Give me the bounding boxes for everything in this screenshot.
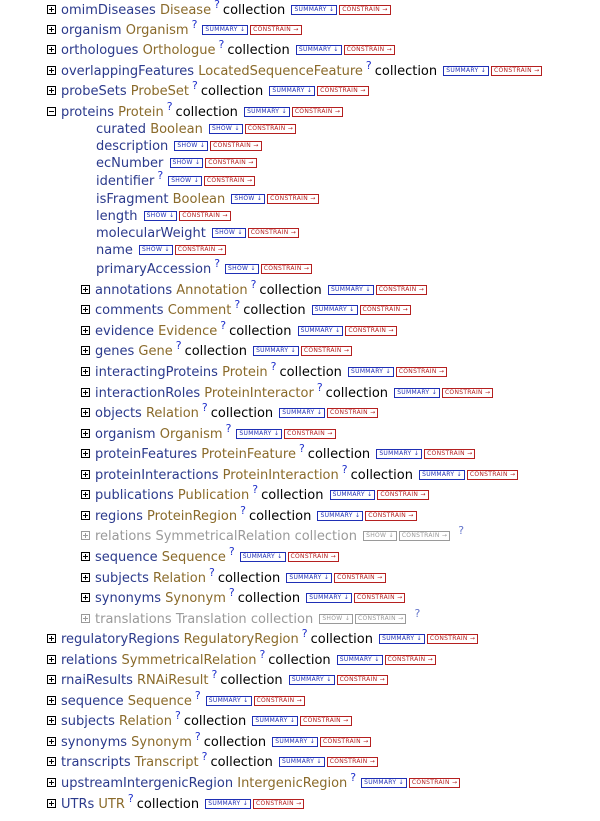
constrain-button[interactable]: CONSTRAIN → bbox=[320, 737, 371, 747]
constrain-button[interactable]: CONSTRAIN → bbox=[491, 66, 542, 76]
summary-button[interactable]: SUMMARY ↓ bbox=[206, 696, 252, 706]
help-icon[interactable]: ? bbox=[228, 586, 235, 599]
collection-label: collection bbox=[210, 755, 273, 770]
collection-label: collection bbox=[279, 365, 342, 380]
field-name: description bbox=[96, 139, 169, 154]
constrain-button[interactable]: CONSTRAIN → bbox=[253, 799, 304, 809]
constrain-button[interactable]: CONSTRAIN → bbox=[360, 305, 411, 315]
show-button[interactable]: SHOW ↓ bbox=[212, 228, 246, 238]
collection-label: collection bbox=[294, 529, 357, 544]
help-icon[interactable]: ? bbox=[458, 524, 465, 537]
collection-label: collection bbox=[184, 344, 247, 359]
field-name: sequence bbox=[61, 694, 124, 709]
field-name: length bbox=[96, 209, 138, 224]
collection-label: collection bbox=[217, 571, 281, 586]
field-name: regions bbox=[95, 509, 143, 524]
constrain-button[interactable]: CONSTRAIN → bbox=[409, 778, 460, 788]
summary-button[interactable]: SUMMARY ↓ bbox=[379, 634, 425, 644]
help-icon[interactable]: ? bbox=[208, 566, 215, 579]
tree-row bbox=[47, 2, 391, 20]
summary-button[interactable]: SUMMARY ↓ bbox=[240, 552, 286, 562]
tree-row bbox=[47, 100, 343, 122]
help-icon[interactable]: ? bbox=[252, 483, 259, 496]
help-icon[interactable]: ? bbox=[240, 504, 246, 517]
collection-label: collection bbox=[237, 591, 301, 606]
tree-row bbox=[81, 381, 493, 403]
summary-button[interactable]: SUMMARY ↓ bbox=[348, 367, 394, 377]
show-button[interactable]: SHOW ↓ bbox=[144, 211, 178, 221]
expand-icon[interactable] bbox=[81, 429, 90, 438]
collection-label: collection bbox=[350, 468, 413, 483]
summary-button[interactable]: SUMMARY ↓ bbox=[443, 66, 489, 76]
field-name: comments bbox=[95, 303, 164, 318]
field-name: ecNumber bbox=[96, 156, 164, 171]
expand-icon[interactable] bbox=[47, 66, 56, 75]
expand-icon[interactable] bbox=[47, 675, 56, 684]
field-name: organism bbox=[95, 427, 156, 442]
type-name: Sequence bbox=[161, 550, 226, 565]
show-button: SHOW ↓ bbox=[363, 531, 397, 541]
constrain-button[interactable]: CONSTRAIN → bbox=[385, 655, 436, 665]
constrain-button[interactable]: CONSTRAIN → bbox=[292, 107, 343, 117]
help-icon[interactable]: ? bbox=[127, 792, 134, 805]
type-name: LocatedSequenceFeature bbox=[198, 64, 363, 79]
summary-button[interactable]: SUMMARY ↓ bbox=[269, 86, 315, 96]
field-name: synonyms bbox=[61, 735, 128, 750]
tree-row bbox=[47, 79, 369, 101]
collection-label: collection bbox=[200, 84, 264, 99]
collection-label: collection bbox=[222, 3, 286, 18]
expand-icon[interactable] bbox=[81, 511, 90, 520]
help-icon[interactable]: ? bbox=[214, 0, 220, 11]
expand-icon[interactable] bbox=[47, 778, 56, 787]
type-name: Synonym bbox=[131, 735, 192, 750]
tree-row bbox=[96, 121, 296, 139]
collection-label: collection bbox=[259, 283, 322, 298]
collection-label: collection bbox=[261, 488, 324, 503]
type-name: Protein bbox=[222, 365, 268, 380]
type-name: Annotation bbox=[176, 283, 248, 298]
summary-button[interactable]: SUMMARY ↓ bbox=[244, 107, 290, 117]
constrain-button[interactable]: CONSTRAIN → bbox=[396, 367, 447, 377]
constrain-button[interactable]: CONSTRAIN → bbox=[327, 408, 378, 418]
field-name: identifier bbox=[96, 174, 155, 189]
constrain-button[interactable]: CONSTRAIN → bbox=[376, 285, 427, 295]
help-icon[interactable]: ? bbox=[414, 607, 421, 620]
field-name: translations bbox=[95, 612, 172, 627]
constrain-button: CONSTRAIN → bbox=[399, 531, 450, 541]
constrain-button[interactable]: CONSTRAIN → bbox=[210, 141, 261, 151]
tree-row bbox=[47, 668, 388, 690]
tree-row bbox=[81, 339, 352, 361]
tree-row bbox=[81, 504, 417, 526]
tree-row bbox=[47, 59, 542, 81]
tree-row bbox=[81, 422, 336, 444]
show-button[interactable]: SHOW ↓ bbox=[209, 124, 243, 134]
help-icon[interactable]: ? bbox=[214, 257, 221, 270]
constrain-button[interactable]: CONSTRAIN → bbox=[248, 228, 299, 238]
summary-button[interactable]: SUMMARY ↓ bbox=[286, 573, 332, 583]
tree-row bbox=[47, 709, 352, 731]
expand-icon[interactable] bbox=[81, 326, 90, 335]
tree-row bbox=[81, 545, 339, 567]
type-name: Publication bbox=[177, 488, 250, 503]
collection-label: collection bbox=[227, 43, 290, 58]
constrain-button[interactable]: CONSTRAIN → bbox=[427, 634, 478, 644]
constrain-button[interactable]: CONSTRAIN → bbox=[300, 716, 351, 726]
type-name: Comment bbox=[167, 303, 232, 318]
field-name: objects bbox=[95, 406, 142, 421]
summary-button[interactable]: SUMMARY ↓ bbox=[202, 25, 248, 35]
tree-row bbox=[96, 257, 312, 279]
help-icon[interactable]: ? bbox=[191, 18, 198, 31]
collection-label: collection bbox=[210, 406, 274, 421]
collection-label: collection bbox=[250, 612, 314, 627]
field-name: interactionRoles bbox=[95, 386, 201, 401]
collection-label: collection bbox=[248, 509, 312, 524]
field-name: name bbox=[96, 243, 133, 258]
type-name: RNAiResult bbox=[137, 673, 209, 688]
constrain-button[interactable]: CONSTRAIN → bbox=[334, 573, 385, 583]
field-name: transcripts bbox=[61, 755, 131, 770]
summary-button[interactable]: SUMMARY ↓ bbox=[298, 326, 344, 336]
constrain-button[interactable]: CONSTRAIN → bbox=[442, 388, 493, 398]
expand-icon[interactable] bbox=[47, 45, 56, 54]
constrain-button[interactable]: CONSTRAIN → bbox=[327, 757, 378, 767]
field-name: molecularWeight bbox=[96, 226, 206, 241]
type-name: Gene bbox=[138, 344, 173, 359]
expand-icon[interactable] bbox=[81, 470, 90, 479]
field-name: upstreamIntergenicRegion bbox=[61, 776, 234, 791]
tree-row bbox=[47, 38, 395, 60]
expand-icon[interactable] bbox=[47, 696, 56, 705]
help-icon[interactable]: ? bbox=[201, 401, 208, 414]
summary-button[interactable]: SUMMARY ↓ bbox=[337, 655, 383, 665]
tree-row bbox=[96, 169, 255, 191]
field-name: interactingProteins bbox=[95, 365, 218, 380]
summary-button[interactable]: SUMMARY ↓ bbox=[306, 593, 352, 603]
constrain-button[interactable]: CONSTRAIN → bbox=[317, 86, 368, 96]
tree-row bbox=[47, 627, 478, 649]
collection-label: collection bbox=[310, 632, 373, 647]
type-name: Synonym bbox=[165, 591, 226, 606]
expand-icon[interactable] bbox=[47, 5, 56, 14]
field-name: orthologues bbox=[61, 43, 139, 58]
field-name: genes bbox=[95, 344, 135, 359]
tree-row bbox=[81, 524, 467, 546]
help-icon[interactable]: ? bbox=[211, 668, 218, 681]
tree-row bbox=[47, 18, 302, 40]
summary-button[interactable]: SUMMARY ↓ bbox=[205, 799, 251, 809]
expand-icon[interactable] bbox=[81, 614, 90, 623]
expand-icon[interactable] bbox=[47, 757, 56, 766]
type-name: Organism bbox=[159, 427, 223, 442]
expand-icon[interactable] bbox=[81, 490, 90, 499]
constrain-button[interactable]: CONSTRAIN → bbox=[365, 511, 416, 521]
type-name: Disease bbox=[159, 3, 212, 18]
expand-icon[interactable] bbox=[47, 86, 56, 95]
tree-row bbox=[81, 607, 423, 629]
field-name: isFragment bbox=[96, 192, 169, 207]
collection-label: collection bbox=[175, 105, 238, 120]
help-icon[interactable]: ? bbox=[250, 278, 257, 291]
expand-icon[interactable] bbox=[81, 346, 90, 355]
help-icon[interactable]: ? bbox=[194, 689, 201, 702]
type-name: Boolean bbox=[150, 122, 203, 137]
help-icon[interactable]: ? bbox=[316, 381, 323, 394]
field-name: probeSets bbox=[61, 84, 127, 99]
collection-label: collection bbox=[307, 447, 371, 462]
tree-row bbox=[96, 138, 262, 156]
expand-icon[interactable] bbox=[81, 285, 90, 294]
tree-row bbox=[96, 242, 226, 260]
field-name: relations bbox=[61, 653, 118, 668]
summary-button[interactable]: SUMMARY ↓ bbox=[330, 490, 376, 500]
expand-icon[interactable] bbox=[47, 634, 56, 643]
collapse-icon[interactable] bbox=[47, 107, 56, 116]
tree-row bbox=[81, 278, 427, 300]
help-icon[interactable]: ? bbox=[301, 627, 308, 640]
constrain-button[interactable]: CONSTRAIN → bbox=[254, 696, 305, 706]
tree-row bbox=[96, 155, 257, 173]
tree-row bbox=[47, 750, 378, 772]
help-icon[interactable]: ? bbox=[270, 360, 277, 373]
expand-icon[interactable] bbox=[81, 552, 90, 561]
help-icon[interactable]: ? bbox=[225, 422, 232, 435]
field-name: UTRs bbox=[61, 797, 95, 812]
field-name: rnaiResults bbox=[61, 673, 133, 688]
expand-icon[interactable] bbox=[81, 305, 90, 314]
constrain-button[interactable]: CONSTRAIN → bbox=[301, 346, 352, 356]
collection-label: collection bbox=[136, 797, 200, 812]
help-icon[interactable]: ? bbox=[175, 339, 182, 352]
expand-icon[interactable] bbox=[47, 655, 56, 664]
tree-row bbox=[81, 319, 397, 341]
constrain-button[interactable]: CONSTRAIN → bbox=[267, 194, 318, 204]
field-name: regulatoryRegions bbox=[61, 632, 180, 647]
constrain-button[interactable]: CONSTRAIN → bbox=[345, 326, 396, 336]
show-button[interactable]: SHOW ↓ bbox=[139, 245, 173, 255]
type-name: RegulatoryRegion bbox=[183, 632, 299, 647]
constrain-button[interactable]: CONSTRAIN → bbox=[337, 675, 388, 685]
constrain-button[interactable]: CONSTRAIN → bbox=[424, 449, 475, 459]
constrain-button[interactable]: CONSTRAIN → bbox=[344, 45, 395, 55]
type-name: Evidence bbox=[158, 324, 218, 339]
constrain-button[interactable]: CONSTRAIN → bbox=[377, 490, 428, 500]
help-icon[interactable]: ? bbox=[228, 545, 235, 558]
collection-label: collection bbox=[325, 386, 389, 401]
field-name: omimDiseases bbox=[61, 3, 156, 18]
constrain-button[interactable]: CONSTRAIN → bbox=[354, 593, 405, 603]
summary-button[interactable]: SUMMARY ↓ bbox=[376, 449, 422, 459]
field-name: primaryAccession bbox=[96, 262, 212, 277]
type-name: Sequence bbox=[127, 694, 192, 709]
tree-row bbox=[96, 191, 319, 209]
expand-icon[interactable] bbox=[47, 799, 56, 808]
expand-icon[interactable] bbox=[47, 716, 56, 725]
summary-button[interactable]: SUMMARY ↓ bbox=[419, 470, 465, 480]
expand-icon[interactable] bbox=[81, 408, 90, 417]
field-name: subjects bbox=[61, 714, 115, 729]
collection-label: collection bbox=[268, 653, 331, 668]
constrain-button[interactable]: CONSTRAIN → bbox=[245, 124, 296, 134]
field-name: subjects bbox=[95, 571, 149, 586]
help-icon[interactable]: ? bbox=[157, 169, 164, 182]
show-button[interactable]: SHOW ↓ bbox=[231, 194, 265, 204]
expand-icon[interactable] bbox=[81, 449, 90, 458]
help-icon[interactable]: ? bbox=[350, 771, 357, 784]
field-name: proteinInteractions bbox=[95, 468, 219, 483]
type-name: ProteinInteraction bbox=[222, 468, 339, 483]
type-name: Relation bbox=[119, 714, 172, 729]
help-icon[interactable]: ? bbox=[298, 442, 305, 455]
show-button: SHOW ↓ bbox=[319, 614, 353, 624]
field-name: evidence bbox=[95, 324, 154, 339]
tree-row bbox=[81, 442, 475, 464]
summary-button[interactable]: SUMMARY ↓ bbox=[312, 305, 358, 315]
constrain-button[interactable]: CONSTRAIN → bbox=[175, 245, 226, 255]
help-icon[interactable]: ? bbox=[174, 709, 181, 722]
constrain-button[interactable]: CONSTRAIN → bbox=[339, 5, 390, 15]
tree-row bbox=[47, 730, 371, 752]
collection-label: collection bbox=[220, 673, 283, 688]
tree-row bbox=[81, 586, 405, 608]
type-name: Translation bbox=[175, 612, 247, 627]
field-name: sequence bbox=[95, 550, 158, 565]
expand-icon[interactable] bbox=[81, 593, 90, 602]
type-name: ProteinFeature bbox=[201, 447, 296, 462]
help-icon[interactable]: ? bbox=[194, 730, 201, 743]
expand-icon[interactable] bbox=[81, 531, 90, 540]
type-name: SymmetricalRelation bbox=[155, 529, 291, 544]
constrain-button[interactable]: CONSTRAIN → bbox=[204, 176, 255, 186]
tree-row bbox=[47, 771, 460, 793]
type-name: Transcript bbox=[134, 755, 199, 770]
help-icon[interactable]: ? bbox=[201, 750, 208, 763]
help-icon[interactable]: ? bbox=[365, 59, 372, 72]
summary-button[interactable]: SUMMARY ↓ bbox=[296, 45, 342, 55]
show-button[interactable]: SHOW ↓ bbox=[174, 141, 208, 151]
summary-button[interactable]: SUMMARY ↓ bbox=[253, 346, 299, 356]
show-button[interactable]: SHOW ↓ bbox=[168, 176, 202, 186]
summary-button[interactable]: SUMMARY ↓ bbox=[394, 388, 440, 398]
expand-icon[interactable] bbox=[81, 573, 90, 582]
field-name: annotations bbox=[95, 283, 173, 298]
type-name: ProteinInteractor bbox=[204, 386, 314, 401]
constrain-button[interactable]: CONSTRAIN → bbox=[205, 158, 256, 168]
field-name: relations bbox=[95, 529, 152, 544]
field-name: synonyms bbox=[95, 591, 162, 606]
summary-button[interactable]: SUMMARY ↓ bbox=[328, 285, 374, 295]
type-name: ProbeSet bbox=[130, 84, 190, 99]
type-name: SymmetricalRelation bbox=[121, 653, 257, 668]
tree-row bbox=[81, 360, 447, 382]
expand-icon[interactable] bbox=[47, 737, 56, 746]
help-icon[interactable]: ? bbox=[166, 100, 173, 113]
constrain-button[interactable]: CONSTRAIN → bbox=[261, 264, 312, 274]
expand-icon[interactable] bbox=[81, 367, 90, 376]
help-icon[interactable]: ? bbox=[259, 648, 266, 661]
type-name: Protein bbox=[118, 105, 164, 120]
tree-row bbox=[81, 298, 411, 320]
constrain-button[interactable]: CONSTRAIN → bbox=[250, 25, 301, 35]
collection-label: collection bbox=[374, 64, 438, 79]
field-name: publications bbox=[95, 488, 174, 503]
help-icon[interactable]: ? bbox=[220, 319, 227, 332]
field-name: overlappingFeatures bbox=[61, 64, 195, 79]
collection-label: collection bbox=[243, 303, 306, 318]
summary-button[interactable]: SUMMARY ↓ bbox=[289, 675, 335, 685]
type-name: UTR bbox=[98, 797, 125, 812]
type-name: Orthologue bbox=[142, 43, 216, 58]
tree-row bbox=[96, 208, 231, 226]
tree-row bbox=[81, 463, 518, 485]
help-icon[interactable]: ? bbox=[192, 79, 198, 92]
summary-button[interactable]: SUMMARY ↓ bbox=[252, 716, 298, 726]
type-name: Boolean bbox=[172, 192, 226, 207]
summary-button[interactable]: SUMMARY ↓ bbox=[361, 778, 407, 788]
field-name: proteinFeatures bbox=[95, 447, 198, 462]
type-name: Relation bbox=[145, 406, 199, 421]
expand-icon[interactable] bbox=[47, 25, 56, 34]
summary-button[interactable]: SUMMARY ↓ bbox=[317, 511, 363, 521]
tree-row bbox=[96, 225, 299, 243]
tree-row bbox=[47, 792, 304, 814]
field-name: curated bbox=[96, 122, 147, 137]
help-icon[interactable]: ? bbox=[341, 463, 348, 476]
collection-label: collection bbox=[203, 735, 267, 750]
expand-icon[interactable] bbox=[81, 388, 90, 397]
summary-button[interactable]: SUMMARY ↓ bbox=[236, 429, 282, 439]
show-button[interactable]: SHOW ↓ bbox=[170, 158, 204, 168]
type-name: IntergenicRegion bbox=[237, 776, 348, 791]
type-name: Organism bbox=[125, 23, 189, 38]
tree-row bbox=[47, 648, 436, 670]
summary-button[interactable]: SUMMARY ↓ bbox=[279, 408, 325, 418]
help-icon[interactable]: ? bbox=[234, 298, 241, 311]
constrain-button[interactable]: CONSTRAIN → bbox=[467, 470, 518, 480]
tree-row bbox=[81, 401, 378, 423]
collection-label: collection bbox=[183, 714, 247, 729]
field-name: organism bbox=[61, 23, 122, 38]
summary-button[interactable]: SUMMARY ↓ bbox=[279, 757, 325, 767]
type-name: ProteinRegion bbox=[147, 509, 238, 524]
summary-button[interactable]: SUMMARY ↓ bbox=[291, 5, 337, 15]
tree-row bbox=[81, 483, 429, 505]
collection-label: collection bbox=[229, 324, 292, 339]
summary-button[interactable]: SUMMARY ↓ bbox=[272, 737, 318, 747]
show-button[interactable]: SHOW ↓ bbox=[225, 264, 259, 274]
help-icon[interactable]: ? bbox=[218, 38, 225, 51]
constrain-button[interactable]: CONSTRAIN → bbox=[288, 552, 339, 562]
constrain-button[interactable]: CONSTRAIN → bbox=[179, 211, 230, 221]
constrain-button: CONSTRAIN → bbox=[355, 614, 406, 624]
type-name: Relation bbox=[153, 571, 206, 586]
field-name: proteins bbox=[61, 105, 114, 120]
constrain-button[interactable]: CONSTRAIN → bbox=[284, 429, 335, 439]
